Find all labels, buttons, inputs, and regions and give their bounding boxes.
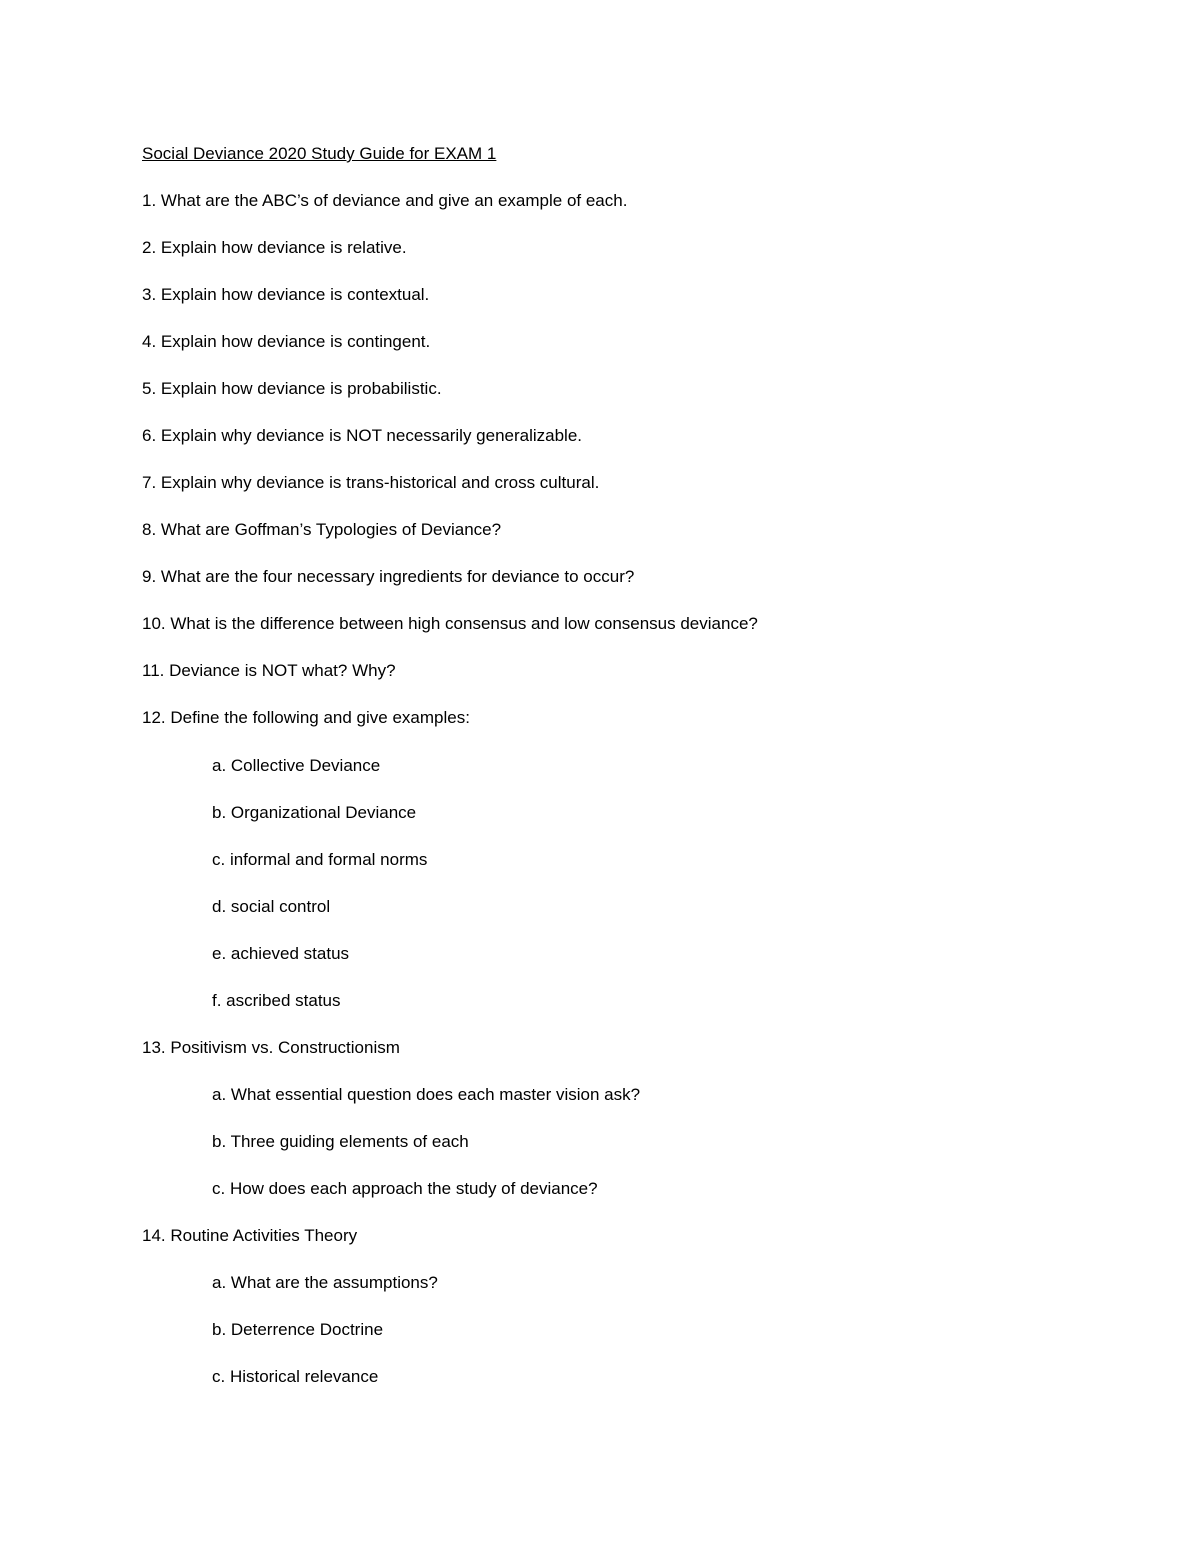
question-13-item-c: c. How does each approach the study of deviance?	[212, 1179, 598, 1198]
question-12: 12. Define the following and give examples:	[142, 708, 470, 727]
question-1: 1. What are the ABC’s of deviance and give an example of each.	[142, 191, 628, 210]
question-11: 11. Deviance is NOT what? Why?	[142, 661, 396, 680]
question-13-item-b: b. Three guiding elements of each	[212, 1132, 469, 1151]
question-14: 14. Routine Activities Theory	[142, 1226, 358, 1245]
question-12-item-f: f. ascribed status	[212, 991, 341, 1010]
question-10: 10. What is the difference between high consensus and low consensus deviance?	[142, 614, 758, 633]
question-12-item-b: b. Organizational Deviance	[212, 803, 417, 822]
question-12-item-c: c. informal and formal norms	[212, 850, 428, 869]
question-3: 3. Explain how deviance is contextual.	[142, 285, 430, 304]
document-title: Social Deviance 2020 Study Guide for EXAM 1	[142, 144, 497, 163]
question-2: 2. Explain how deviance is relative.	[142, 238, 407, 257]
question-9: 9. What are the four necessary ingredients for deviance to occur?	[142, 567, 635, 586]
question-4: 4. Explain how deviance is contingent.	[142, 332, 431, 351]
question-12-item-a: a. Collective Deviance	[212, 756, 381, 775]
question-14-item-b: b. Deterrence Doctrine	[212, 1320, 384, 1339]
question-14-item-a: a. What are the assumptions?	[212, 1273, 438, 1292]
question-12-item-e: e. achieved status	[212, 944, 350, 963]
question-8: 8. What are Goffman’s Typologies of Deviance?	[142, 520, 502, 539]
question-13: 13. Positivism vs. Constructionism	[142, 1038, 400, 1057]
question-6: 6. Explain why deviance is NOT necessarily generalizable.	[142, 426, 583, 445]
question-13-item-a: a. What essential question does each master vision ask?	[212, 1085, 641, 1104]
question-5: 5. Explain how deviance is probabilistic.	[142, 379, 442, 398]
question-14-item-c: c. Historical relevance	[212, 1367, 379, 1386]
question-12-item-d: d. social control	[212, 897, 331, 916]
question-7: 7. Explain why deviance is trans-historical and cross cultural.	[142, 473, 600, 492]
